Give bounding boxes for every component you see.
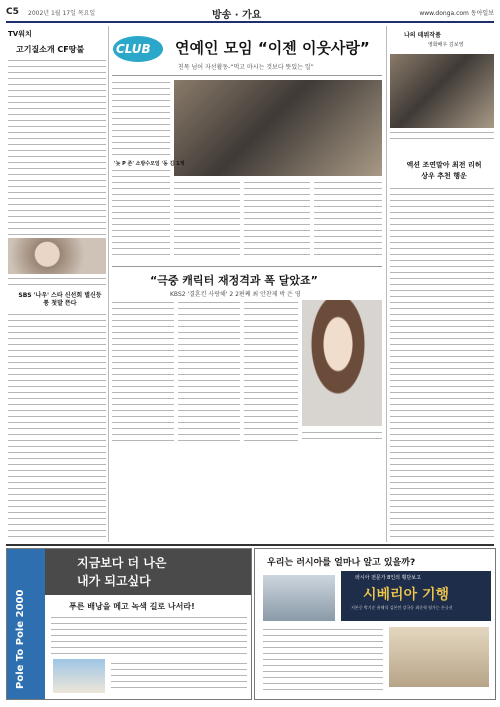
left-item-title: SBS '나우' 스타 신선회 별신등 퉁 첫발 뜬다	[18, 292, 102, 307]
actress-photo	[302, 300, 382, 426]
section-title: 방송 · 가요	[212, 10, 262, 21]
second-article-col3	[244, 300, 298, 444]
right-article-text	[390, 186, 494, 540]
ad-right-body	[263, 627, 383, 693]
main-article-col1b	[112, 168, 170, 260]
right-headline: 액션 조연말아 최전 리허상우 추천 행운	[406, 161, 482, 180]
column-divider	[108, 26, 109, 542]
actress-photo-caption	[302, 430, 382, 444]
ad-right-authors: 저본중 박기준 윤해석 김본민 강국동 최준혁 영가는 손규선	[351, 605, 453, 610]
second-article-col2	[178, 300, 240, 444]
right-kicker: 나의 데뷔작품	[404, 32, 441, 39]
main-subhead: 친목 넘어 자선활동-“먹고 마시는 것보다 뜻있는 일”	[178, 64, 314, 71]
ad-right-book-image	[389, 627, 489, 687]
second-story-rule	[112, 266, 382, 267]
club-label: CLUB	[116, 42, 151, 56]
debut-photo-caption	[390, 130, 494, 144]
ad-left-vertical-title: Pole To Pole 2000	[15, 589, 26, 689]
right-name: 영화배우 김보영	[428, 42, 464, 48]
ad-left-headline-2: 내가 되고싶다	[77, 574, 151, 588]
book-ad-left	[6, 548, 252, 700]
ad-left-spine	[7, 549, 45, 699]
ad-left-book-image	[53, 659, 105, 693]
second-subhead: KBS2 '결혼킨 사랑해' 2 2편째 최 안찬제 박 은 영	[170, 291, 301, 298]
main-headline: 연예인 모임 “이젠 이웃사랑”	[175, 39, 370, 57]
ad-left-tagline: 푸른 배낭을 메고 녹색 길로 나서라!	[69, 602, 195, 611]
tv-watch-kicker: TV워치	[8, 30, 32, 38]
column-divider	[386, 26, 387, 542]
ad-right-question: 우리는 러시아를 얼마나 알고 있을까?	[267, 558, 416, 568]
left-item-text	[8, 312, 106, 540]
ad-right-image	[263, 575, 335, 621]
page-header	[6, 6, 494, 20]
club-logo	[112, 34, 164, 64]
publication-name: www.donga.com 동아일보	[419, 10, 494, 17]
main-article-col1	[112, 80, 170, 156]
ad-right-title: 시베리아 기행	[363, 587, 450, 603]
ad-left-book-info	[111, 661, 247, 693]
main-article-col2	[174, 180, 240, 260]
left-headline: 고기질소개 CF땅불	[16, 45, 85, 54]
second-article-col1	[112, 300, 174, 444]
ad-right-kicker: 러시아 전문가 8인의 횡단보고	[355, 575, 421, 581]
book-ad-right	[254, 548, 496, 700]
debut-photo	[390, 54, 494, 128]
left-article-text	[8, 58, 106, 236]
main-article-col4	[314, 180, 382, 260]
page-number: C5	[6, 7, 19, 17]
issue-date: 2002년 1월 17일 목요일	[28, 10, 96, 17]
left-photo	[8, 238, 106, 274]
ad-rule	[6, 544, 494, 546]
ad-left-headline-1: 지금보다 더 나은	[77, 556, 167, 570]
main-rule	[112, 75, 382, 76]
ad-left-body	[51, 615, 247, 655]
main-article-col3	[244, 180, 310, 260]
left-photo-caption	[8, 276, 106, 288]
header-rule	[6, 21, 494, 23]
club-group-photo	[174, 80, 382, 176]
second-headline: “극중 캐릭터 재정격과 폭 달았죠”	[150, 274, 318, 287]
main-subsection: '놋 P 존' 소방수모임 '동 김 1개	[114, 161, 185, 167]
